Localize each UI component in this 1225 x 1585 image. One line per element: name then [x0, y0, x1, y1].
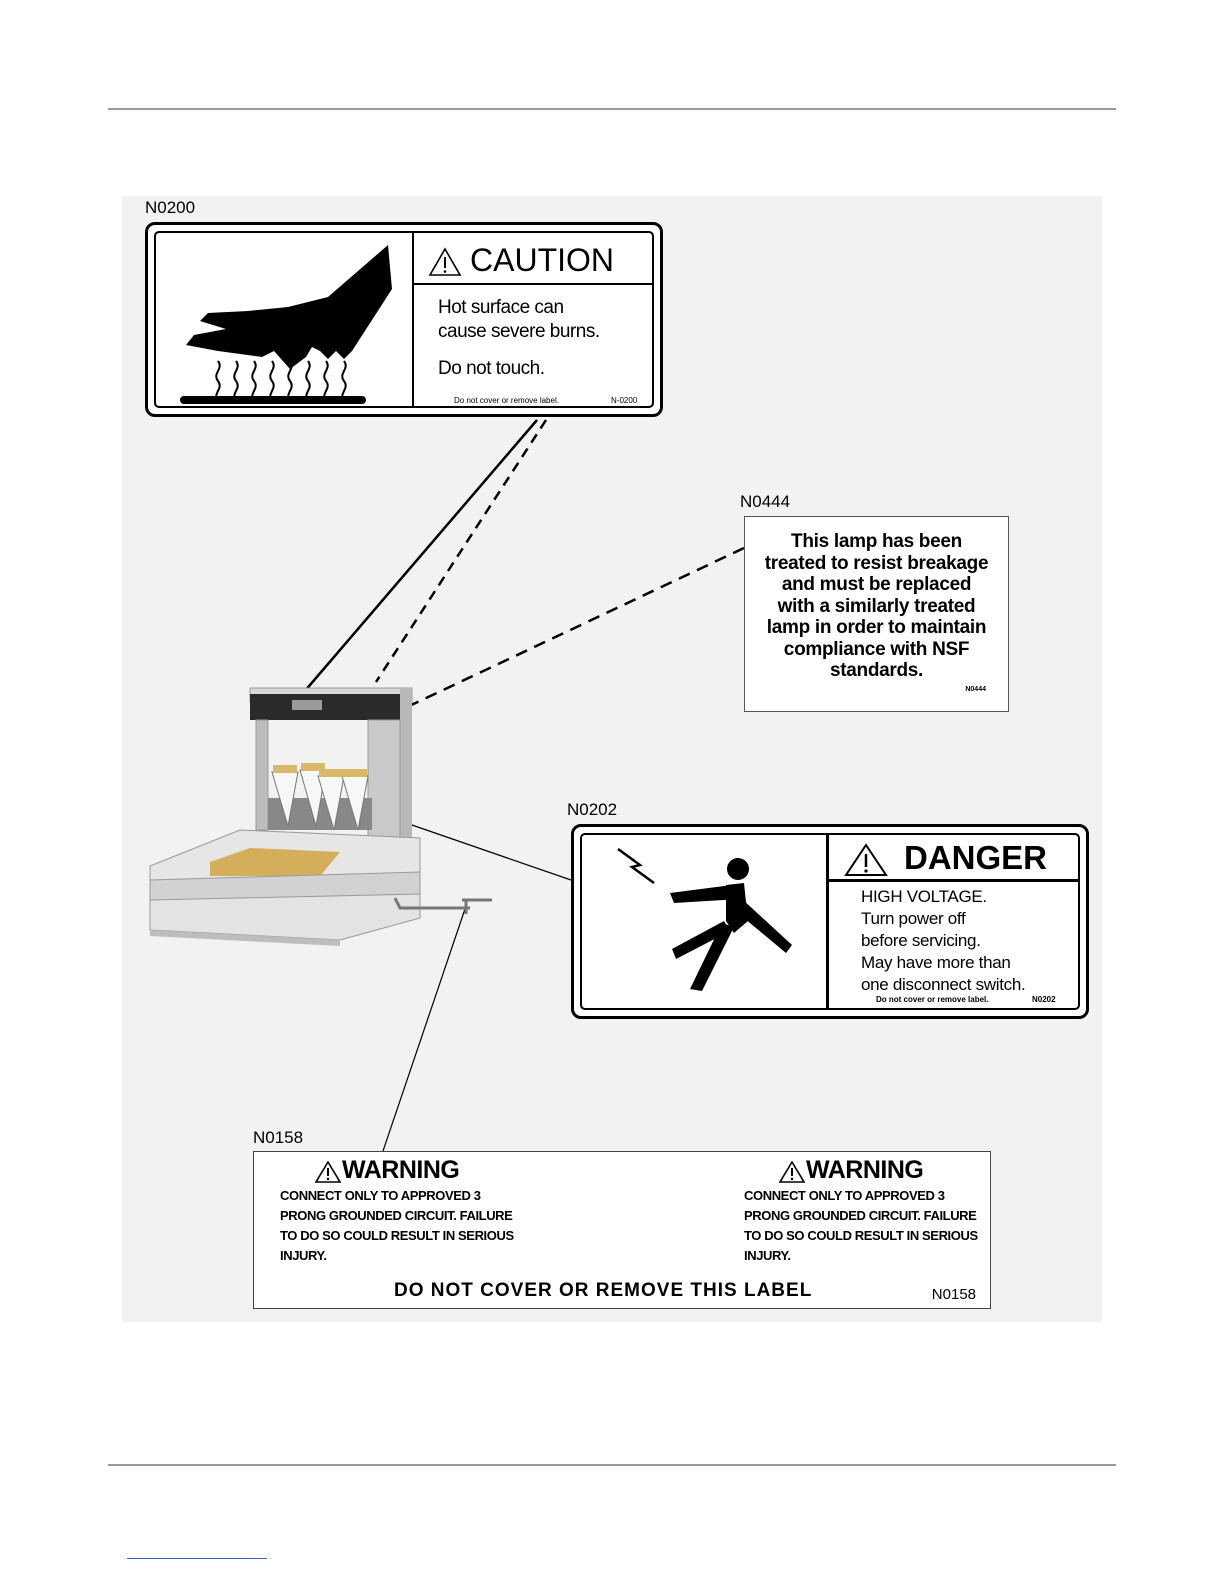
- warning-heading-left: WARNING: [342, 1156, 460, 1184]
- hot-surface-plate: [180, 396, 366, 404]
- electric-shock-person-icon: [610, 841, 810, 1001]
- caution-triangle-icon: [428, 247, 462, 277]
- caution-heading: CAUTION: [470, 242, 614, 278]
- caution-footer-note: Do not cover or remove label.: [454, 396, 559, 405]
- lamp-notice-label: [744, 516, 1009, 712]
- danger-line-1: HIGH VOLTAGE.: [861, 887, 987, 906]
- danger-footer-note: Do not cover or remove label.: [876, 995, 989, 1004]
- warning-heading-right: WARNING: [806, 1156, 924, 1184]
- lamp-notice-text: [745, 531, 1008, 682]
- danger-label-code: N0202: [567, 800, 618, 819]
- danger-label-frame: [580, 833, 1080, 1010]
- warning-body-left: [280, 1186, 520, 1266]
- lamp-label-code: N0444: [740, 492, 791, 511]
- danger-label: [571, 824, 1089, 1019]
- warning-left-line-1: CONNECT ONLY TO APPROVED 3: [280, 1188, 481, 1203]
- danger-footer-code: N0202: [1032, 995, 1056, 1004]
- warning-left-line-3: TO DO SO COULD RESULT IN SERIOUS: [280, 1228, 514, 1243]
- danger-heading: DANGER: [904, 839, 1048, 876]
- warning-label-code: N0158: [253, 1128, 304, 1147]
- lamp-line-1: This lamp has been: [791, 531, 962, 552]
- warning-right-line-1: CONNECT ONLY TO APPROVED 3: [744, 1188, 945, 1203]
- warning-body-right: [744, 1186, 984, 1266]
- caution-line-2: cause severe burns.: [438, 321, 600, 342]
- caution-leader-dashed: [376, 420, 546, 682]
- warning-label: [253, 1151, 991, 1309]
- danger-triangle-icon: [844, 843, 888, 877]
- lamp-line-5: lamp in order to maintain: [766, 617, 987, 638]
- warning-left-line-4: INJURY.: [280, 1248, 327, 1263]
- warning-right-line-3: TO DO SO COULD RESULT IN SERIOUS: [744, 1228, 978, 1243]
- hot-surface-hand-icon: [178, 241, 398, 405]
- caution-label-frame: [154, 231, 654, 408]
- caution-label-code: N0200: [145, 198, 196, 217]
- danger-line-4: May have more than: [861, 953, 1011, 972]
- danger-line-2: Turn power off: [861, 909, 966, 928]
- danger-line-3: before servicing.: [861, 931, 981, 950]
- lamp-line-2: treated to resist breakage: [764, 552, 989, 574]
- lamp-line-6: compliance with NSF: [783, 638, 970, 660]
- danger-line-5: one disconnect switch.: [861, 975, 1026, 994]
- warning-triangle-icon-right: [778, 1160, 806, 1184]
- warning-right-line-4: INJURY.: [744, 1248, 791, 1263]
- caution-label: [145, 222, 663, 417]
- warning-left-line-2: PRONG GROUNDED CIRCUIT. FAILURE: [280, 1208, 513, 1223]
- lamp-line-4: with a similarly treated: [777, 595, 976, 617]
- bottom-link-underline: [127, 1558, 267, 1559]
- warning-right-line-2: PRONG GROUNDED CIRCUIT. FAILURE: [744, 1208, 977, 1223]
- warning-footer: DO NOT COVER OR REMOVE THIS LABEL: [394, 1280, 813, 1301]
- warning-leader: [383, 906, 466, 1151]
- caution-line-1: Hot surface can: [438, 297, 564, 318]
- caution-line-3: Do not touch.: [438, 358, 545, 379]
- lamp-line-7: standards.: [829, 660, 924, 681]
- caution-footer-code: N-0200: [611, 396, 638, 405]
- food-warmer-drawing: [150, 688, 492, 946]
- warning-triangle-icon-left: [314, 1160, 342, 1184]
- lamp-line-3: and must be replaced: [781, 574, 972, 595]
- lamp-footer-code: N0444: [965, 686, 986, 693]
- lamp-leader-dashed: [405, 548, 744, 708]
- warning-footer-code: N0158: [931, 1286, 976, 1303]
